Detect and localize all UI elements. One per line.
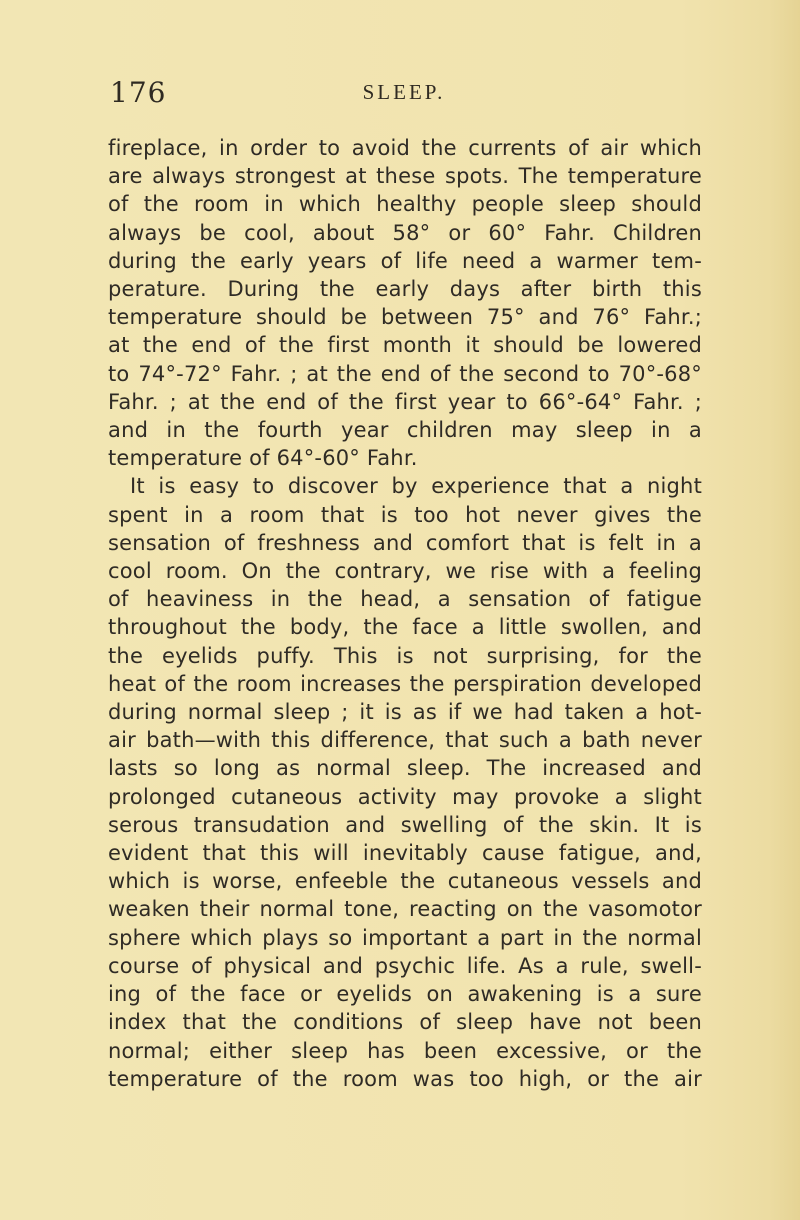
text-line: course of physical and psychic life. As a rule, swell- bbox=[108, 953, 702, 978]
text-line: air bath—with this difference, that such a bath never bbox=[108, 728, 702, 753]
body-text bbox=[108, 134, 702, 1093]
text-line: of heaviness in the head, a sensation of fatigue bbox=[108, 587, 702, 612]
text-line: temperature of the room was too high, or the air bbox=[108, 1066, 702, 1091]
text-line: throughout the body, the face a little swollen, and bbox=[108, 615, 702, 640]
text-line: during the early years of life need a warmer tem- bbox=[108, 248, 702, 273]
text-line: and in the fourth year children may sleep in a bbox=[108, 418, 702, 443]
text-line: sphere which plays so important a part in the normal bbox=[108, 925, 702, 950]
text-line: to 74°-72° Fahr. ; at the end of the second to 70°-68° bbox=[108, 361, 702, 386]
text-line: It is easy to discover by experience that a night bbox=[130, 474, 702, 499]
text-line: always be cool, about 58° or 60° Fahr. Children bbox=[108, 220, 702, 245]
text-line: prolonged cutaneous activity may provoke a slight bbox=[108, 784, 702, 809]
text-line: Fahr. ; at the end of the first year to 66°-64° Fahr. ; bbox=[108, 389, 702, 414]
text-line: index that the conditions of sleep have not been bbox=[108, 1010, 702, 1035]
text-line: are always strongest at these spots. The temperature bbox=[108, 164, 702, 189]
text-line: cool room. On the contrary, we rise with a feeling bbox=[108, 559, 702, 584]
text-line: which is worse, enfeeble the cutaneous vessels and bbox=[108, 869, 702, 894]
text-line: weaken their normal tone, reacting on the vasomotor bbox=[108, 897, 702, 922]
text-line: fireplace, in order to avoid the currents of air which bbox=[108, 136, 702, 160]
page-number: 176 bbox=[110, 76, 167, 109]
text-line: heat of the room increases the perspiration developed bbox=[108, 671, 702, 696]
text-line: the eyelids puffy. This is not surprising, for the bbox=[108, 643, 702, 668]
text-line: sensation of freshness and comfort that is felt in a bbox=[108, 530, 702, 555]
text-line: evident that this will inevitably cause fatigue, and, bbox=[108, 841, 702, 866]
text-line: perature. During the early days after birth this bbox=[108, 277, 702, 302]
text-line: of the room in which healthy people sleep should bbox=[108, 192, 702, 217]
text-line: normal; either sleep has been excessive, or the bbox=[108, 1038, 702, 1063]
text-line: during normal sleep ; it is as if we had taken a hot- bbox=[108, 700, 702, 725]
text-line: temperature should be between 75° and 76° Fahr.; bbox=[108, 305, 702, 330]
text-line: ing of the face or eyelids on awakening is a sure bbox=[108, 982, 702, 1007]
text-line: lasts so long as normal sleep. The increased and bbox=[108, 756, 702, 781]
page-header bbox=[108, 76, 700, 116]
text-line: at the end of the first month it should be lowered bbox=[108, 333, 702, 358]
text-line: spent in a room that is too hot never gives the bbox=[108, 502, 702, 527]
text-line: serous transudation and swelling of the skin. It is bbox=[108, 812, 702, 837]
running-title: SLEEP. bbox=[362, 80, 446, 104]
text-line: temperature of 64°-60° Fahr. bbox=[108, 446, 418, 471]
